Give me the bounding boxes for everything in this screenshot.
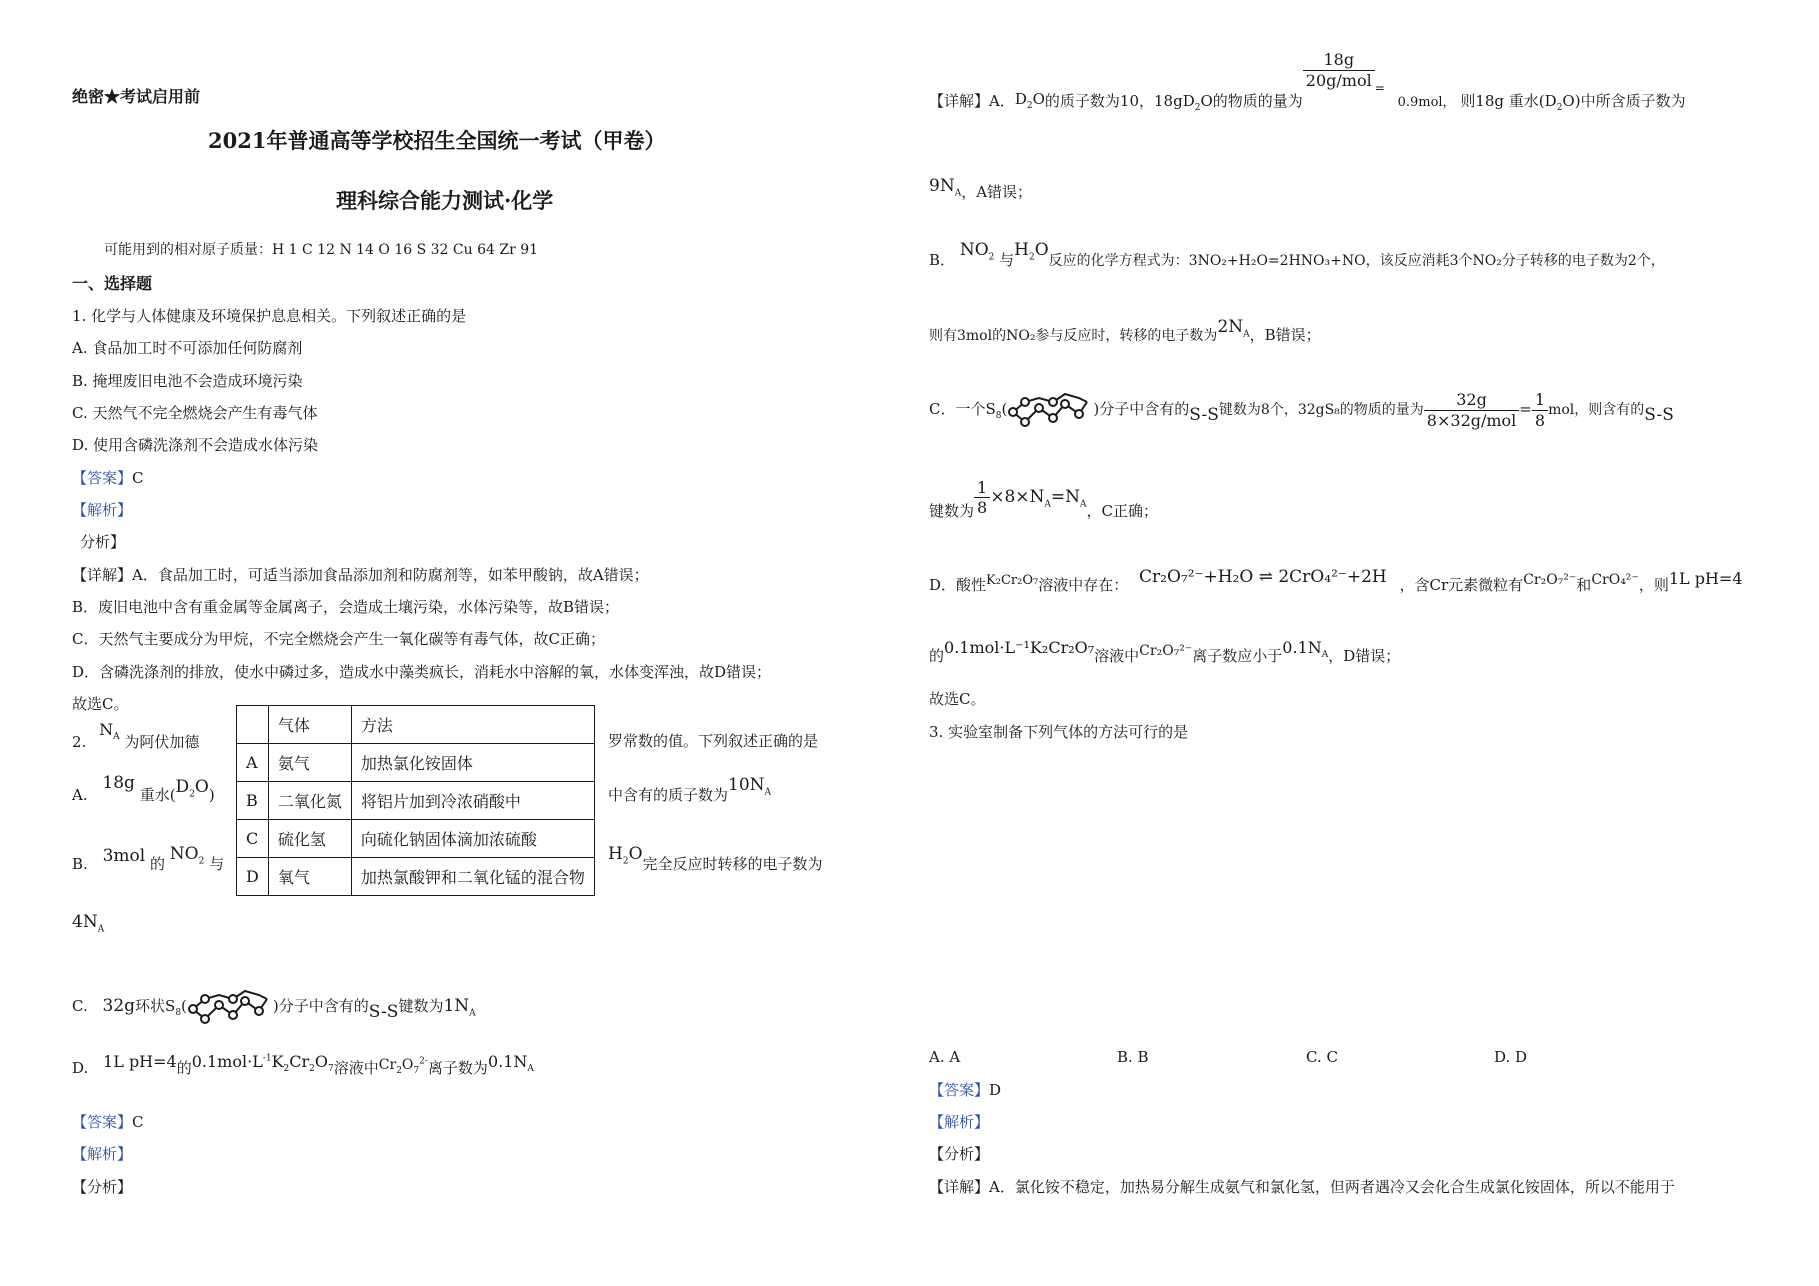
formula-d: D: [1182, 92, 1195, 110]
table-cell: 加热氯酸钾和二氧化锰的混合物: [351, 858, 594, 896]
h-main: H: [608, 844, 623, 864]
q1-option-b: B. 掩埋废旧电池不会造成环境污染: [72, 372, 303, 390]
q2-detail-b-line2: [929, 317, 1321, 348]
q2-detail-c-line2: [929, 478, 1158, 520]
s8-sub: 8: [175, 1008, 182, 1018]
s8-sub: 8: [995, 411, 1002, 421]
table-cell: 气体: [268, 706, 351, 744]
value-main: 0.1N: [487, 1052, 528, 1071]
q3-option-b: B. B: [1117, 1048, 1149, 1066]
concentration: 0.1mol·L⁻¹K₂Cr₂O₇: [944, 638, 1095, 657]
equals: =: [1374, 81, 1385, 95]
h-sub: 2: [1028, 252, 1035, 263]
fraction-denominator: 8×32g/mol: [1426, 410, 1517, 430]
s8-ring-icon: [1007, 388, 1093, 432]
q2-detail-a-line2: [929, 176, 1033, 205]
text: 的: [149, 855, 165, 873]
section-heading: 一、选择题: [72, 274, 153, 293]
text: ，含Cr元素微粒有: [1399, 576, 1524, 594]
q2-na: [99, 720, 120, 743]
table-row: [237, 782, 595, 820]
no2-main: NO: [959, 240, 989, 260]
ion: Cr₂O₇²⁻: [1523, 572, 1577, 588]
value-sub: A: [527, 1064, 534, 1075]
text: 溶液中: [1094, 647, 1140, 665]
table-cell: 向硫化钠固体滴加浓硫酸: [351, 820, 594, 858]
fraction: [1303, 50, 1375, 89]
value-sub: A: [469, 1008, 476, 1019]
value-sub: A: [1321, 650, 1329, 661]
text: B．: [929, 251, 956, 269]
fraction-denominator: 8: [1534, 410, 1546, 430]
q1-detail-b: B．废旧电池中含有重金属等金属离子，会造成土壤污染，水体污染等，故B错误；: [72, 598, 620, 616]
na-subscript: A: [113, 732, 120, 743]
text: C．一个: [929, 400, 986, 418]
q1-detail-d: D．含磷洗涤剂的排放，使水中磷过多，造成水中藻类疯长，消耗水中溶解的氧，水体变浑浊，故D错误；: [72, 663, 772, 681]
value-main: 1N: [443, 996, 470, 1016]
d2o-formula: [1182, 92, 1213, 113]
fraction: [1532, 390, 1548, 429]
text: 溶液中: [333, 1059, 379, 1077]
formula-sub: 2: [1026, 101, 1033, 111]
table-cell: 硫化氢: [268, 820, 351, 858]
text: ，B错误；: [1249, 326, 1321, 344]
salt-cr: Cr: [289, 1052, 310, 1071]
no2-main: NO: [169, 844, 199, 864]
text: 键数为: [398, 997, 444, 1015]
text: )中所含质子数为: [1574, 92, 1686, 110]
q2-detail-b: [929, 240, 1665, 273]
dichromate-ion: [378, 1056, 428, 1076]
paren: ): [272, 997, 279, 1015]
value: [728, 775, 772, 798]
answer-value: C: [132, 469, 144, 487]
formula-d: D: [175, 777, 190, 797]
q2-conclusion: 故选C。: [929, 690, 986, 708]
text: 和: [1576, 576, 1592, 594]
text: 的: [929, 647, 945, 665]
expression: [990, 486, 1087, 510]
value-main: 2N: [1217, 317, 1244, 337]
gas-method-table: [236, 705, 595, 896]
paren: (: [1001, 400, 1008, 418]
formula-sub: 2: [1556, 103, 1563, 113]
ion-sub: 2: [396, 1065, 402, 1076]
expr-sub: A: [1044, 499, 1051, 510]
no2-formula: [959, 240, 995, 263]
mass: 32g: [102, 996, 136, 1016]
table-row: [237, 858, 595, 896]
value: [443, 996, 476, 1019]
bond: S-S: [368, 1002, 399, 1022]
o-main: O: [628, 844, 643, 864]
atomic-masses: 可能用到的相对原子质量：H 1 C 12 N 14 O 16 S 32 Cu 64 Zr 91: [104, 242, 539, 258]
q1-stem: 1. 化学与人体健康及环境保护息息相关。下列叙述正确的是: [72, 307, 467, 325]
na-symbol: N: [99, 720, 114, 739]
h-sub: 2: [622, 856, 629, 867]
bond: S-S: [1189, 405, 1219, 425]
value: [487, 1052, 534, 1075]
table-row: [237, 820, 595, 858]
answer-label: 【答案】: [72, 1113, 133, 1131]
text: 分子中含有的: [278, 997, 369, 1015]
o-main: O: [1034, 240, 1049, 260]
salt-sub: 7: [328, 1064, 334, 1075]
q2-stem: [72, 720, 200, 755]
q1-detail-a: 【详解】A．食品加工时，可适当添加食品添加剂和防腐剂等，如苯甲酸钠，故A错误；: [72, 566, 649, 584]
ion-sub: 7: [413, 1065, 420, 1076]
q3-option-d: D. D: [1494, 1048, 1528, 1066]
value-sub: A: [764, 787, 772, 798]
answer-label: 【答案】: [929, 1081, 990, 1099]
q2-option-d: [72, 1052, 534, 1081]
q3-detail-a: 【详解】A．氯化铵不稳定，加热易分解生成氨气和氯化氢，但两者遇冷又会化合生成氯化铵固体，所以不能用于: [929, 1178, 1675, 1196]
fraction: [974, 478, 990, 517]
q1-option-a: A. 食品加工时不可添加任何防腐剂: [72, 339, 303, 357]
text: ，D错误；: [1328, 647, 1401, 665]
formula-o: O: [1200, 92, 1213, 110]
value: [1282, 638, 1329, 661]
text: 离子数应小于: [1192, 647, 1283, 665]
table-cell: C: [237, 820, 269, 858]
option-label: D.: [72, 1059, 89, 1077]
table-cell: D: [237, 858, 269, 896]
amount: 3mol: [102, 846, 146, 866]
text: 重水(: [139, 786, 176, 804]
fraction-numerator: 1: [974, 478, 990, 498]
text: 键数为8个，32gS₈的物质的量为: [1218, 402, 1424, 418]
formula-d: D: [1544, 92, 1557, 110]
conc-sup: -1: [262, 1053, 272, 1064]
text: 与: [999, 251, 1015, 269]
equals: =: [1519, 400, 1532, 418]
q1-conclusion: 故选C。: [72, 695, 129, 713]
formula-o: O: [194, 777, 209, 797]
table-cell: [237, 706, 269, 744]
expr-sub: A: [1080, 499, 1087, 510]
table-cell: B: [237, 782, 269, 820]
no2-sub: 2: [988, 252, 995, 263]
d2o-formula: [175, 777, 209, 800]
formula-o: O: [1562, 92, 1575, 110]
value: 0.9mol，: [1397, 95, 1456, 110]
secret-label: 绝密★考试启用前: [72, 87, 201, 106]
q2-detail-d-line2: [929, 638, 1401, 669]
expr-eq: =N: [1050, 486, 1081, 507]
text: 中含有的质子数为: [608, 786, 729, 804]
paren: (: [181, 997, 187, 1015]
salt-sub: 2: [309, 1064, 315, 1075]
q2-detail-d: [929, 567, 1743, 595]
q3-stem: 3. 实验室制备下列气体的方法可行的是: [929, 723, 1189, 741]
ph: 1L pH=4: [1668, 569, 1743, 588]
value-main: 4N: [72, 912, 98, 932]
q2-option-a-tail: [608, 775, 772, 808]
text: 的: [176, 1059, 192, 1077]
no2-formula: [169, 844, 205, 867]
q2-fenxi: 【分析】: [72, 1178, 133, 1196]
s8-ring-icon: [187, 985, 273, 1029]
h2o-formula: [608, 844, 643, 867]
text: 溶液中存在：: [1038, 576, 1129, 594]
fraction-numerator: 1: [1532, 390, 1548, 410]
value-sub: A: [954, 188, 962, 199]
value-sub: A: [97, 924, 105, 935]
q2-option-b-tail: [608, 844, 823, 877]
s8-main: S: [985, 400, 996, 418]
q1-option-c: C. 天然气不完全燃烧会产生有毒气体: [72, 404, 318, 422]
text: 的物质的量为: [1212, 92, 1303, 110]
q2-option-a: [72, 773, 215, 808]
table-row: [237, 744, 595, 782]
expr-main: ×8×N: [990, 486, 1045, 507]
equilibrium-equation: Cr₂O₇²⁻+H₂O ⇌ 2CrO₄²⁻+2H: [1139, 567, 1387, 587]
q2-detail-a: [929, 50, 1686, 114]
value-main: 0.1N: [1282, 638, 1322, 657]
q2-answer: [72, 1113, 144, 1131]
answer-value: D: [989, 1081, 1002, 1099]
q2-stem-part1: 为阿伏加德: [124, 733, 200, 751]
table-cell: 氨气: [268, 744, 351, 782]
exam-subtitle: 理科综合能力测试·化学: [336, 188, 554, 213]
value: [929, 176, 962, 199]
value: [1217, 317, 1250, 340]
table-cell: 将铝片加到冷浓硝酸中: [351, 782, 594, 820]
q2-number: 2.: [72, 733, 87, 751]
no2-sub: 2: [198, 856, 205, 867]
text: D．酸性: [929, 576, 987, 594]
bond: S-S: [1644, 405, 1674, 425]
option-label: B.: [72, 855, 88, 873]
q2-option-b: [72, 844, 225, 877]
value-sub: A: [1243, 329, 1250, 340]
formula: K₂Cr₂O₇: [986, 573, 1039, 588]
q3-option-a: A. A: [929, 1048, 961, 1066]
q1-detail-c: C．天然气主要成分为甲烷，不完全燃烧会产生一氧化碳等有毒气体，故C正确；: [72, 630, 605, 648]
fraction-denominator: 20g/mol: [1305, 70, 1372, 90]
text: 离子数为: [427, 1059, 488, 1077]
table-cell: A: [237, 744, 269, 782]
text: 的质子数为10，18g: [1044, 92, 1183, 110]
d2o-formula: [1544, 92, 1575, 113]
value-main: 10N: [728, 775, 765, 795]
value-main: 9N: [929, 176, 955, 196]
q2-analysis-label: 【解析】: [72, 1145, 133, 1163]
text: ): [208, 786, 215, 804]
ion: CrO₄²⁻: [1591, 572, 1639, 588]
q1-answer: [72, 469, 144, 487]
ion-cr: Cr: [378, 1057, 397, 1073]
q2-option-c: [72, 985, 476, 1029]
salt-sub: 2: [283, 1064, 290, 1075]
q2-option-b-value: [72, 912, 104, 935]
q1-option-d: D. 使用含磷洗涤剂不会造成水体污染: [72, 436, 319, 454]
fraction-numerator: 32g: [1424, 390, 1520, 410]
formula-d: D: [1014, 90, 1027, 108]
answer-value: C: [132, 1113, 144, 1131]
exam-title: 2021年普通高等学校招生全国统一考试（甲卷）: [208, 128, 666, 153]
option-label: A.: [72, 786, 88, 804]
table-header-row: [237, 706, 595, 744]
text: 键数为: [929, 501, 975, 520]
ion: Cr₂O₇²⁻: [1139, 643, 1193, 659]
text: 分子中含有的: [1099, 400, 1190, 418]
concentration: [191, 1052, 334, 1075]
q3-fenxi: 【分析】: [929, 1145, 990, 1163]
text: ，则: [1638, 576, 1669, 594]
salt-k: K: [271, 1052, 284, 1071]
formula-sub: 2: [189, 789, 195, 800]
text: 与: [209, 855, 225, 873]
text: 环状: [135, 997, 166, 1015]
text: ，C正确；: [1086, 501, 1158, 520]
q3-answer: [929, 1081, 1001, 1099]
conc-main: 0.1mol·L: [191, 1052, 263, 1071]
q3-option-c: C. C: [1306, 1048, 1338, 1066]
table-cell: 氧气: [268, 858, 351, 896]
fraction-numerator: 18g: [1303, 50, 1375, 70]
h2o-formula: [1014, 240, 1049, 263]
text: 则18g 重水(: [1460, 92, 1545, 110]
mass: 18g: [102, 773, 135, 793]
table-cell: 方法: [351, 706, 594, 744]
formula-sub: 2: [1194, 103, 1201, 113]
option-label: C.: [72, 997, 88, 1015]
table-cell: 二氧化氮: [268, 782, 351, 820]
fraction: [1424, 390, 1520, 429]
ph: 1L pH=4: [103, 1052, 177, 1071]
text: ，A错误；: [961, 183, 1033, 201]
table-cell: 加热氯化铵固体: [351, 744, 594, 782]
text: 反应的化学方程式为：3NO₂+H₂O=2HNO₃+NO，该反应消耗3个NO₂分子转移的电子数为2个，: [1048, 253, 1665, 269]
answer-label: 【答案】: [72, 469, 133, 487]
h-main: H: [1014, 240, 1029, 260]
q2-detail-c: [929, 388, 1674, 432]
d2o-formula: [1014, 90, 1045, 111]
s8-main: S: [165, 997, 176, 1015]
q1-analysis-label: 【解析】: [72, 501, 133, 519]
ion-o: O: [401, 1057, 414, 1073]
text: 完全反应时转移的电子数为: [642, 855, 823, 873]
q1-fenxi: 分析】: [80, 533, 126, 551]
formula-o: O: [1032, 90, 1045, 108]
text: 【详解】A．: [929, 92, 1015, 110]
ion-charge: 2-: [419, 1056, 428, 1067]
salt-o: O: [314, 1052, 329, 1071]
q2-stem-part2: 罗常数的值。下列叙述正确的是: [608, 732, 819, 750]
q3-analysis-label: 【解析】: [929, 1113, 990, 1131]
paren: ): [1093, 400, 1100, 418]
fraction-denominator: 8: [977, 498, 988, 518]
text: mol，则含有的: [1548, 402, 1645, 418]
text: 则有3mol的NO₂参与反应时，转移的电子数为: [929, 328, 1218, 344]
